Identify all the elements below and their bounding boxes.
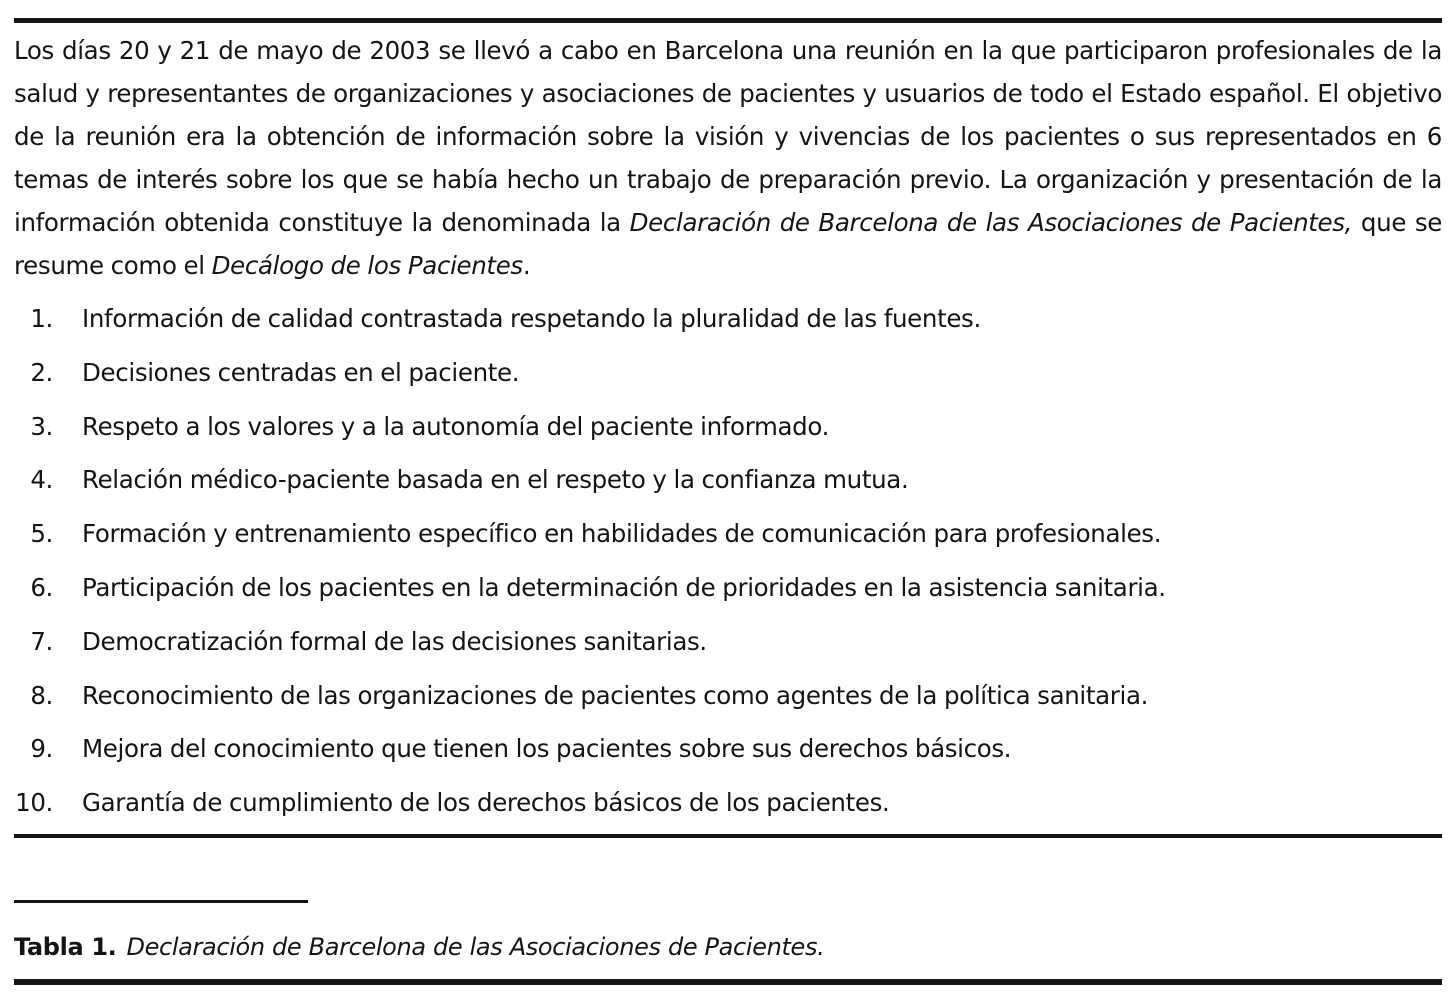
list-item	[0, 776, 1453, 830]
item-text: Reconocimiento de las organizaciones de pacientes como agentes de la política sanitaria.	[82, 680, 1149, 710]
list-item	[0, 400, 1453, 454]
item-text: Democratización formal de las decisiones sanitarias.	[82, 626, 707, 656]
list-item	[0, 615, 1453, 669]
decalogue-title: Decálogo de los Pacientes	[211, 251, 523, 280]
item-number: 10.	[15, 788, 53, 818]
item-number: 5.	[30, 519, 53, 549]
caption-text: Declaración de Barcelona de las Asociaciones de Pacientes.	[126, 933, 825, 961]
list-item	[0, 669, 1453, 723]
item-number: 9.	[30, 734, 53, 764]
table-top-rule	[14, 18, 1442, 23]
item-text: Formación y entrenamiento específico en habilidades de comunicación para profesionales.	[82, 519, 1162, 549]
list-item	[0, 561, 1453, 615]
list-item	[0, 292, 1453, 346]
item-number: 1.	[30, 304, 53, 333]
list-item	[0, 346, 1453, 400]
table-caption	[14, 925, 824, 969]
table-bottom-rule	[14, 834, 1442, 838]
item-text: Decisiones centradas en el paciente.	[82, 357, 520, 387]
item-number: 6.	[30, 572, 53, 602]
list-item	[0, 453, 1453, 507]
declaration-title: Declaración de Barcelona de las Asociaciones de Pacientes,	[629, 208, 1353, 237]
caption-separator-rule	[14, 900, 308, 903]
item-text: Relación médico-paciente basada en el respeto y la confianza mutua.	[82, 465, 909, 495]
page-bottom-rule	[14, 979, 1442, 985]
list-item	[0, 722, 1453, 776]
item-text: Garantía de cumplimiento de los derechos básicos de los pacientes.	[82, 788, 890, 818]
intro-text-middle: que se resume como el	[14, 208, 1442, 280]
item-text: Respeto a los valores y a la autonomía del paciente informado.	[82, 411, 830, 441]
decalogue-list	[0, 292, 1453, 830]
intro-text-after: .	[522, 251, 531, 280]
item-text: Información de calidad contrastada respetando la pluralidad de las fuentes.	[82, 304, 981, 333]
item-text: Participación de los pacientes en la determinación de prioridades en la asistencia sanitaria.	[82, 572, 1166, 602]
item-text: Mejora del conocimiento que tienen los pacientes sobre sus derechos básicos.	[82, 734, 1012, 764]
list-item	[0, 507, 1453, 561]
caption-label: Tabla 1.	[14, 933, 117, 961]
item-number: 8.	[30, 680, 53, 710]
item-number: 2.	[30, 357, 53, 387]
intro-paragraph	[14, 29, 1442, 287]
item-number: 7.	[30, 626, 53, 656]
item-number: 4.	[30, 465, 53, 495]
item-number: 3.	[30, 411, 53, 441]
intro-text-before: Los días 20 y 21 de mayo de 2003 se llevó a cabo en Barcelona una reunión en la que participaron profesionales de la salud y representantes de organizaciones y asociaciones de pacientes y usuarios de todo el Estado español. El objetivo de la reunión era la obtención de información sobre la visión y vivencias de los pacientes o sus representados en 6 temas de interés sobre los que se había hecho un trabajo de preparación previo. La organización y presentación de la información obtenida constituye la denominada la	[14, 36, 1442, 237]
